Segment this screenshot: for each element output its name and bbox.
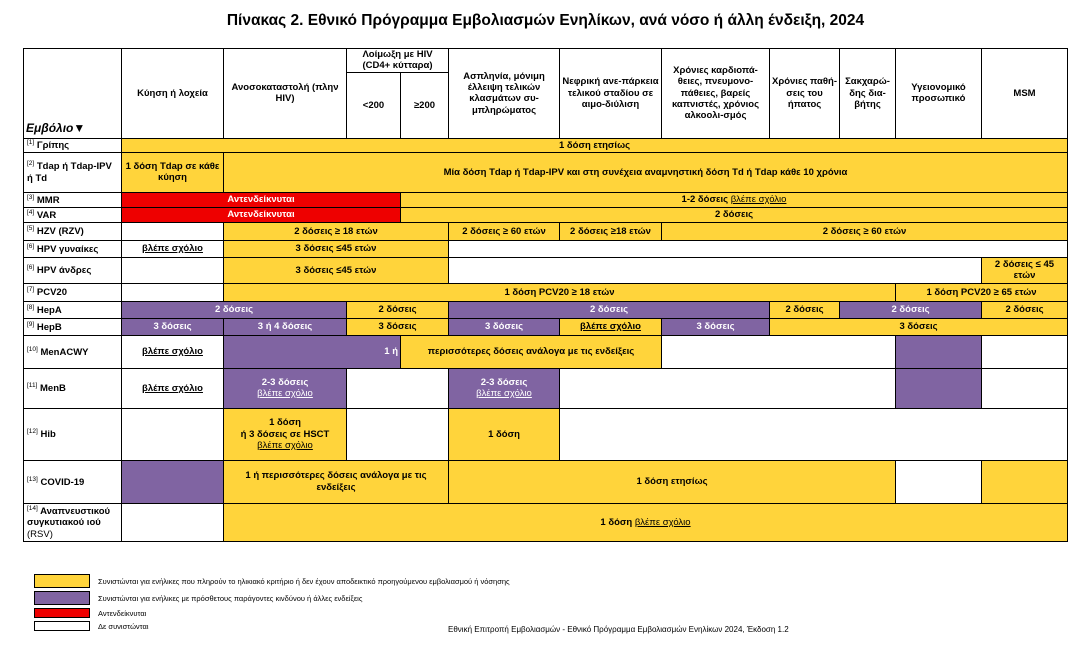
cell — [347, 368, 449, 408]
cell: 1 ή περισσότερες δόσεις ανάλογα με τις ενδείξεις — [224, 460, 449, 503]
cell: 3 δόσεις — [347, 318, 449, 335]
vaccine-name: [1] Γρίπης — [24, 138, 122, 152]
cell: 2 δόσεις — [347, 301, 449, 318]
cell — [982, 335, 1068, 368]
header-hcw: Υγειονομικό προσωπικό — [896, 49, 982, 139]
cell: 1-2 δόσεις βλέπε σχόλιο — [401, 192, 1068, 207]
table-row — [24, 335, 1068, 368]
cell — [560, 408, 1068, 460]
header-hiv: Λοίμωξη με HIV (CD4+ κύτταρα) — [347, 49, 449, 73]
table-row — [24, 301, 1068, 318]
table-row — [24, 318, 1068, 335]
cell: 2 δόσεις — [982, 301, 1068, 318]
cell: 1 δόση PCV20 ≥ 65 ετών — [896, 283, 1068, 301]
header-asplenia: Ασπληνία, μόνιμη έλλειψη τελικών κλασμάτων συ-μπληρώματος — [449, 49, 560, 139]
header-vaccine: Εμβόλιο▼ — [24, 49, 122, 139]
cell: 2 δόσεις ≥ 18 ετών — [224, 222, 449, 240]
table-row — [24, 408, 1068, 460]
cell: 2 δόσεις — [770, 301, 840, 318]
header-chronic: Χρόνιες καρδιοπά-θειες, πνευμονο-πάθειες, βαρείς καπνιστές, χρόνιος αλκοολι-σμός — [662, 49, 770, 139]
vaccine-name: [8] HepA — [24, 301, 122, 318]
table-row — [24, 368, 1068, 408]
see-note-link[interactable]: βλέπε σχόλιο — [257, 439, 313, 451]
vaccine-name: [4] VAR — [24, 207, 122, 222]
see-note-link[interactable]: βλέπε σχόλιο — [634, 516, 691, 528]
cell: 3 δόσεις — [449, 318, 560, 335]
see-note-link[interactable]: βλέπε σχόλιο — [560, 318, 662, 335]
cell — [449, 240, 1068, 257]
see-note-link[interactable]: βλέπε σχόλιο — [122, 335, 224, 368]
cell — [560, 368, 896, 408]
cell — [662, 335, 896, 368]
table-row — [24, 152, 1068, 192]
legend-swatch-purple — [34, 591, 90, 605]
page-title: Πίνακας 2. Εθνικό Πρόγραμμα Εμβολιασμών Ενηλίκων, ανά νόσο ή άλλη ένδειξη, 2024 — [226, 12, 865, 29]
table-row — [24, 460, 1068, 503]
cell — [122, 283, 224, 301]
cell: 2 δόσεις — [122, 301, 347, 318]
cell: 3 ή 4 δόσεις — [224, 318, 347, 335]
cell: 2 δόσεις ≥ 60 ετών — [662, 222, 1068, 240]
cell: 2-3 δόσεις βλέπε σχόλιο — [449, 368, 560, 408]
cell: Αντενδείκνυται — [122, 192, 401, 207]
legend-item: Συνιστώνται για ενήλικες που πληρούν το ηλικιακό κριτήριο ή δεν έχουν αποδεικτικό προηγούμενου εμβολιασμού ή νόσησης — [34, 574, 510, 588]
vaccine-name: [12] Hib — [24, 408, 122, 460]
cell: 2 δόσεις — [449, 301, 770, 318]
vaccine-name: [7] PCV20 — [24, 283, 122, 301]
cell: 2 δόσεις ≤ 45 ετών — [982, 257, 1068, 283]
vaccine-name: [11] MenB — [24, 368, 122, 408]
footer-note: Εθνική Επιτροπή Εμβολιασμών - Εθνικό Πρόγραμμα Εμβολιασμών Ενηλίκων 2024, Έκδοση 1.2 — [448, 625, 789, 634]
legend-swatch-white — [34, 621, 90, 631]
cell — [896, 335, 982, 368]
vaccination-schedule-table — [23, 48, 1068, 542]
header-msm: MSM — [982, 49, 1068, 139]
cell — [982, 460, 1068, 503]
table-row — [24, 283, 1068, 301]
cell: 2 δόσεις ≥18 ετών — [560, 222, 662, 240]
cell: 2-3 δόσεις βλέπε σχόλιο — [224, 368, 347, 408]
cell: 1 δόση βλέπε σχόλιο — [224, 503, 1068, 541]
cell: 2 δόσεις — [401, 207, 1068, 222]
see-note-link[interactable]: βλέπε σχόλιο — [122, 368, 224, 408]
vaccine-name: [9] HepB — [24, 318, 122, 335]
vaccine-name: [13] COVID-19 — [24, 460, 122, 503]
table-row — [24, 257, 1068, 283]
cell — [122, 408, 224, 460]
vaccine-name: [5] HZV (RZV) — [24, 222, 122, 240]
vaccine-name: [10] MenACWY — [24, 335, 122, 368]
cell: Αντενδείκνυται — [122, 207, 401, 222]
cell: 1 δόση Tdap σε κάθε κύηση — [122, 152, 224, 192]
cell — [982, 368, 1068, 408]
cell — [896, 368, 982, 408]
cell — [896, 460, 982, 503]
header-hiv-ge200: ≥200 — [401, 72, 449, 138]
cell: 3 δόσεις — [770, 318, 1068, 335]
vaccine-name: [3] MMR — [24, 192, 122, 207]
header-renal: Νεφρική ανε-πάρκεια τελικού σταδίου σε αιμο-διύλιση — [560, 49, 662, 139]
cell: 3 δόσεις ≤45 ετών — [224, 240, 449, 257]
table-row — [24, 240, 1068, 257]
see-note-link[interactable]: βλέπε σχόλιο — [122, 240, 224, 257]
vaccine-name: [6] HPV γυναίκες — [24, 240, 122, 257]
see-note-link[interactable]: βλέπε σχόλιο — [476, 388, 532, 400]
legend-item: Δε συνιστώνται — [34, 621, 510, 631]
header-diabetes: Σακχαρώ-δης δια-βήτης — [840, 49, 896, 139]
cell: 1 δόση ή 3 δόσεις σε HSCT βλέπε σχόλιο — [224, 408, 347, 460]
table-row — [24, 192, 1068, 207]
cell: περισσότερες δόσεις ανάλογα με τις ενδείξεις — [401, 335, 662, 368]
table-row — [24, 138, 1068, 152]
cell — [122, 257, 224, 283]
see-note-link[interactable]: βλέπε σχόλιο — [730, 194, 787, 206]
cell: 3 δόσεις — [122, 318, 224, 335]
cell: 1 δόση ετησίως — [449, 460, 896, 503]
vaccine-name: [14] Αναπνευστικού συγκυτιακού ιού (RSV) — [24, 503, 122, 541]
table-row — [24, 207, 1068, 222]
cell: 3 δόσεις — [662, 318, 770, 335]
vaccine-name: [2] Tdap ή Tdap-IPV ή Td — [24, 152, 122, 192]
table-row — [24, 503, 1068, 541]
see-note-link[interactable]: βλέπε σχόλιο — [257, 388, 313, 400]
cell: 2 δόσεις ≥ 60 ετών — [449, 222, 560, 240]
header-pregnancy: Κύηση ή λοχεία — [122, 49, 224, 139]
cell: 2 δόσεις — [840, 301, 982, 318]
cell — [122, 503, 224, 541]
legend-swatch-red — [34, 608, 90, 618]
cell — [347, 408, 449, 460]
cell: 3 δόσεις ≤45 ετών — [224, 257, 449, 283]
cell: 1 ή — [224, 335, 401, 368]
table-row — [24, 222, 1068, 240]
cell: 1 δόση PCV20 ≥ 18 ετών — [224, 283, 896, 301]
legend-item: Συνιστώνται για ενήλικες με πρόσθετους παράγοντες κινδύνου ή άλλες ενδείξεις — [34, 591, 510, 605]
header-immunocompromise: Ανοσοκαταστολή (πλην HIV) — [224, 49, 347, 139]
header-liver: Χρόνιες παθή-σεις του ήπατος — [770, 49, 840, 139]
cell: 1 δόση ετησίως — [122, 138, 1068, 152]
legend — [34, 574, 510, 634]
cell — [449, 257, 982, 283]
cell: 1 δόση — [449, 408, 560, 460]
cell — [122, 222, 224, 240]
cell: Μία δόση Tdap ή Tdap-IPV και στη συνέχεια αναμνηστική δόση Td ή Tdap κάθε 10 χρόνια — [224, 152, 1068, 192]
cell — [122, 460, 224, 503]
legend-swatch-yellow — [34, 574, 90, 588]
vaccine-name: [6] HPV άνδρες — [24, 257, 122, 283]
header-hiv-lt200: <200 — [347, 72, 401, 138]
legend-item: Αντενδείκνυται — [34, 608, 510, 618]
